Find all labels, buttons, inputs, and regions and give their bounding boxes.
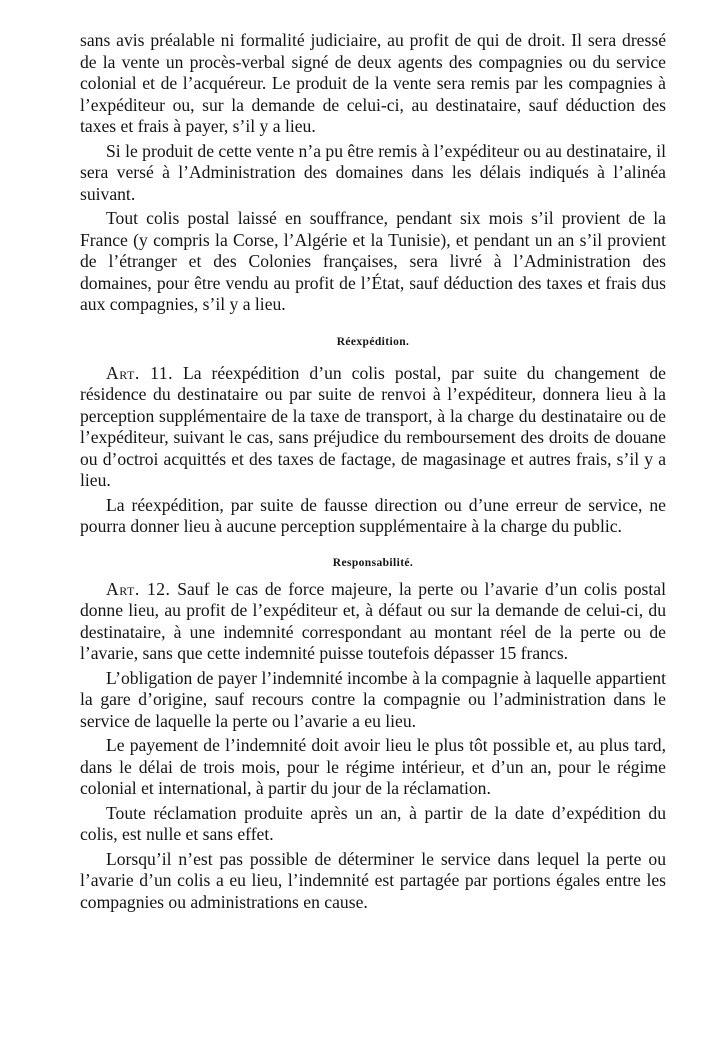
section-heading-reexpedition: Réexpédition.: [336, 335, 410, 348]
paragraph-fausse-direction: La réexpédition, par suite de fausse direction ou d’une erreur de service, ne pourra donner lieu à aucune perception supplémentaire à la charge du public.: [80, 494, 666, 536]
paragraph-reclamation-tardive: Toute réclamation produite après un an, à partir de la date d’expédition du colis, est nulle et sans effet.: [80, 802, 666, 844]
section-heading-responsabilite: Responsabilité.: [332, 556, 414, 569]
article-11: [80, 363, 666, 492]
article-11-label: Art. 11.: [106, 362, 174, 383]
paragraph-obligation-indemnite: L’obligation de payer l’indemnité incombe à la compagnie à laquelle appartient la gare d’origine, sauf recours contre la compagnie ou l’administration dans le service de laquelle la perte ou l’avarie a eu lieu.: [80, 667, 666, 731]
article-11-text: La réexpédition d’un colis postal, par suite du changement de résidence du destinataire ou par suite de renvoi à l’expéditeur, donnera lieu à la perception supplémentaire de la taxe de transport, à la charge du destinataire ou de l’expéditeur, suivant le cas, sans préjudice du remboursement des droits de douane ou d’octroi acquittés et des taxes de factage, de magasinage et autres frais, s’il y a lieu.: [80, 362, 666, 490]
article-12-label: Art. 12.: [106, 578, 171, 599]
paragraph-produit-non-remis: Si le produit de cette vente n’a pu être remis à l’expéditeur ou au destinataire, il sera versé à l’Administration des domaines dans les délais indiqués à l’alinéa suivant.: [80, 140, 666, 204]
paragraph-partage-indemnite: Lorsqu’il n’est pas possible de déterminer le service dans lequel la perte ou l’avarie d’un colis a eu lieu, l’indemnité est partagée par portions égales entre les compagnies ou administrations en cause.: [80, 848, 666, 912]
article-12: [80, 579, 666, 665]
article-12-text: Sauf le cas de force majeure, la perte ou l’avarie d’un colis postal donne lieu, au profit de l’expéditeur et, à défaut ou sur la demande de celui-ci, du destinataire, à une indemnité correspondant au montant réel de la perte ou de l’avarie, sans que cette indemnité puisse toutefois dépasser 15 francs.: [80, 578, 666, 663]
paragraph-payement-indemnite: Le payement de l’indemnité doit avoir lieu le plus tôt possible et, au plus tard, dans le délai de trois mois, pour le régime intérieur, et d’un an, pour le régime colonial et international, à partir du jour de la réclamation.: [80, 735, 666, 798]
paragraph-vente-produit: sans avis préalable ni formalité judiciaire, au profit de qui de droit. Il sera dressé de la vente un procès-verbal signé de deux agents des compagnies ou du service colonial et de l’acquéreur. Le produit de la vente sera remis par les compagnies à l’expéditeur ou, sur la demande de celui-ci, au destinataire, sauf déduction des taxes et frais à payer, s’il y a lieu.: [80, 30, 666, 136]
paragraph-colis-souffrance: Tout colis postal laissé en souffrance, pendant six mois s’il provient de la France (y compris la Corse, l’Algérie et la Tunisie), et pendant un an s’il provient de l’étranger et des Colonies françaises, sera livré à l’Administration des domaines, pour être vendu au profit de l’État, sauf déduction des taxes et frais dus aux compagnies, s’il y a lieu.: [80, 208, 666, 314]
